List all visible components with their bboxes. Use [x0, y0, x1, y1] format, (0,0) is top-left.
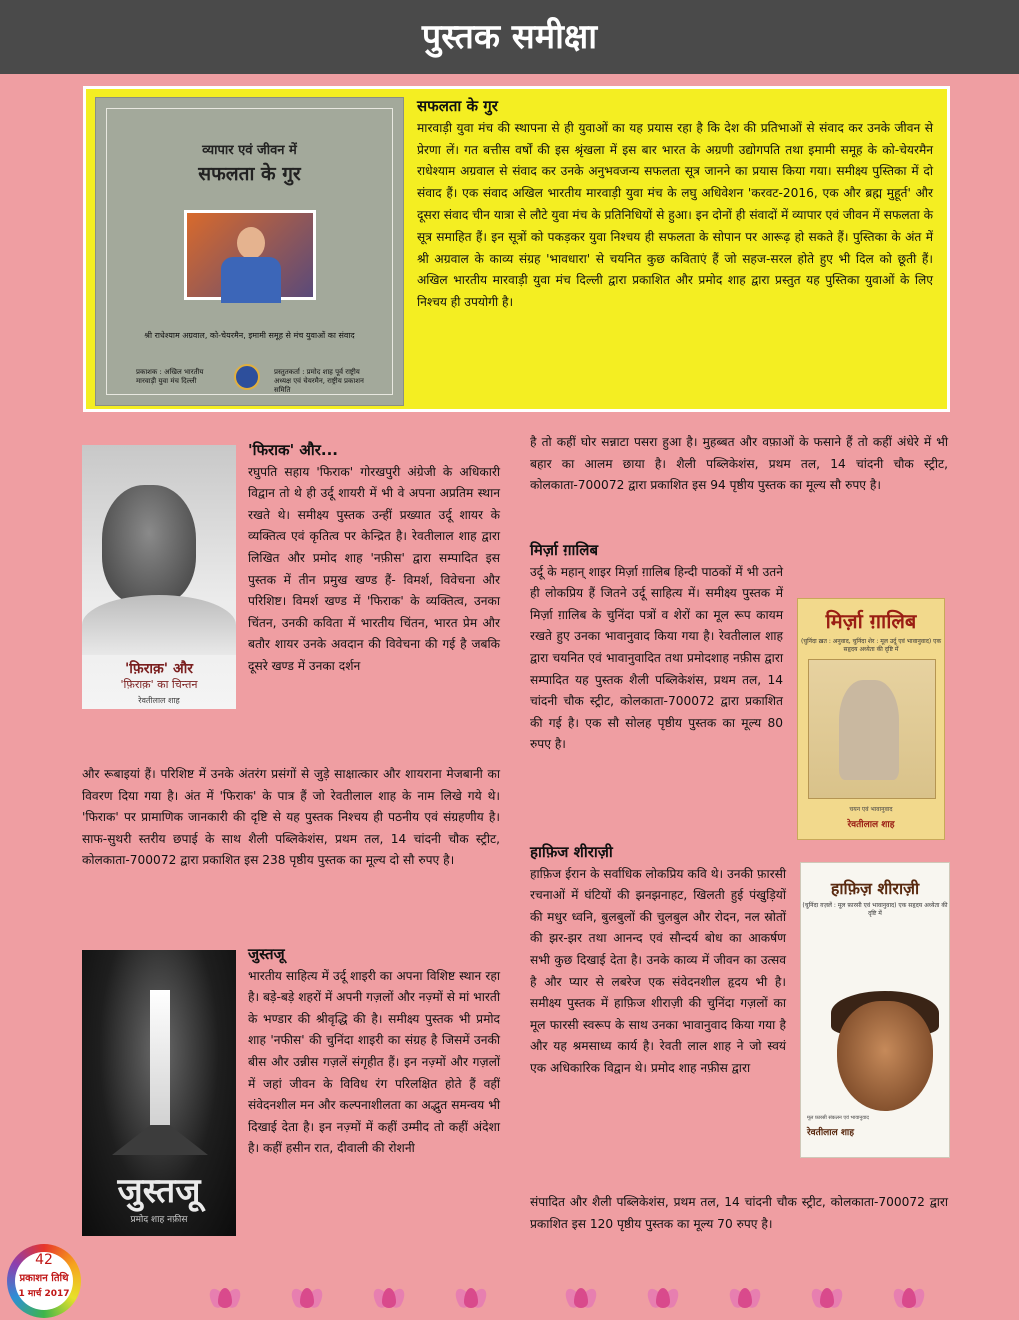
book-cover-safalta [95, 97, 404, 406]
justaju-heading: जुस्तजू [248, 945, 285, 963]
path-floor [112, 1125, 208, 1155]
justaju-cover-author: प्रमोद शाह नफ़ीस [130, 1215, 188, 1225]
safalta-heading: सफलता के गुर [417, 97, 498, 115]
publisher-logo-icon [234, 364, 260, 390]
page-header [0, 0, 1019, 74]
firaq-cover-subtitle: 'फ़िराक़' का चिन्तन [120, 678, 198, 691]
book-cover-hafiz [800, 862, 950, 1158]
mirza-body: उर्दू के महान् शाइर मिर्ज़ा ग़ालिब हिन्दी पाठकों में भी उतने ही लोकप्रिय हैं जितने उर्दू साहित्य में। समीक्ष्य पुस्तक में मिर्ज़ा ग़ालिब के चुनिंदा पत्रों व शेरों का मूल रूप कायम रखते हुए उनका भावानुवाद किया गया है। रेवतीलाल शाह द्वारा चयनित एवं भावानुवादित तथा प्रमोदशाह नफ़ीस द्वारा सम्पादित यह पुस्तक शैली पब्लिकेशंस, प्रथम तल, 14 चांदनी चौक स्ट्रीट, कोलकाता-700072 द्वारा प्रकाशित की गई है। एक सौ सोलह पृष्ठीय पुस्तक का मूल्य 80 रुपए है। [530, 564, 783, 752]
cover-title-line2: सफलता के गुर [198, 163, 301, 185]
lotus-icon [892, 1286, 926, 1308]
cover-subtitle: श्री राधेश्याम अग्रवाल, को-चेयरमैन, इमामी समूह से मंच युवाओं का संवाद [144, 331, 355, 340]
doorway-light [150, 990, 170, 1130]
lotus-icon [454, 1286, 488, 1308]
hafiz-cover-author: रेवतीलाल शाह [807, 1128, 855, 1138]
lotus-icon [564, 1286, 598, 1308]
lotus-icon [728, 1286, 762, 1308]
cover-publisher-left: प्रकाशक : अखिल भारतीय मारवाड़ी युवा मंच दिल्ली [136, 368, 204, 385]
book-cover-justaju [82, 950, 236, 1236]
hafiz-cover-subtitle: (चुनिंदा ग़ज़लें : मूल फ़ारसी एवं भावानुवाद) एक सहृदय अध्येता की दृष्टि में [802, 902, 948, 917]
seated-figure [839, 680, 899, 780]
hafiz-review [530, 842, 786, 1080]
lotus-icon [208, 1286, 242, 1308]
cover-title-line1: व्यापार एवं जीवन में [202, 143, 297, 158]
lotus-icon [290, 1286, 324, 1308]
hafiz-body: हाफ़िज ईरान के सर्वाधिक लोकप्रिय कवि थे। उनकी फ़ारसी रचनाओं में घंटियों की झनझनाहट, खिलती हुई पंखुड़ियों की मधुर ध्वनि, बुलबुलों की चुलबुल और रोदन, नल स्रोतों की झर-झर तथा आनन्द एवं सौन्दर्य बोध का आकर्षण सभी कुछ दिखाई देता है। उनके काव्य में जीवन का उत्सव है और प्यार से लबरेज एक संवेदनशील हृदय भी है। समीक्ष्य पुस्तक में हाफ़िज शीराज़ी की चुनिंदा गज़लों का मूल फारसी स्वरूप के साथ उनका भावानुवाद किया गया है और यह श्रमसाध्य कार्य है। रेवती लाल शाह ने जो स्वयं एक अधिकारिक विद्वान थे। प्रमोद शाह नफ़ीस द्वारा [530, 866, 786, 1075]
page-number: 42 [35, 1252, 53, 1268]
firaq-cover-author: रेवतीलाल शाह [138, 696, 180, 705]
firaq-cover-title: 'फ़िराक़' और [124, 661, 194, 677]
lotus-icon [810, 1286, 844, 1308]
mirza-cover-subtitle: (चुनिंदा ख़त : अनुवाद, चुनिंदा शेर : मूल उर्दू एवं भावानुवाद) एक सहृदय अध्येता की दृष्टि में [800, 638, 942, 653]
safalta-review [417, 96, 933, 314]
cover-publisher-right: प्रस्तुतकर्ता : प्रमोद शाह पूर्व राष्ट्रीय अध्यक्ष एवं चेयरमैन, राष्ट्रीय प्रकाशन समिति [274, 368, 364, 394]
publication-label: प्रकाशन तिथि [19, 1273, 69, 1284]
justaju-body: भारतीय साहित्य में उर्दू शाइरी का अपना विशिष्ट स्थान रहा है। बड़े-बड़े शहरों में अपनी गज़लों और नज़्मों से मां भारती के भण्डार की श्रीवृद्धि की है। समीक्ष्य पुस्तक भी प्रमोद शाह 'नफीस' की चुनिंदा शाइरी का संग्रह है जिसमें उनकी बीस और उन्नीस गज़लें संगृहीत हैं। इन नज़्मों और गज़लों में जहां जीवन के विविध रंग परिलक्षित होते हैं वहीं संवेदनशील मन और कल्पनाशीलता का अद्भुत समन्वय भी दिखाई देता है। इन नज़्मों में कहीं उम्मीद तो कहीं अंदेशा है। कहीं हसीन रात, दीवाली की रोशनी [248, 968, 500, 1156]
hafiz-cover-title: हाफ़िज़ शीराज़ी [830, 879, 920, 898]
portrait-shoulder [82, 595, 236, 655]
hafiz-body-full: संपादित और शैली पब्लिकेशंस, प्रथम तल, 14 चांदनी चौक स्ट्रीट, कोलकाता-700072 द्वारा प्रकाशित इस 120 पृष्ठीय पुस्तक का मूल्य 70 रुपए है। [530, 1195, 948, 1231]
portrait-face [837, 1001, 933, 1111]
safalta-body: मारवाड़ी युवा मंच की स्थापना से ही युवाओं का यह प्रयास रहा है कि देश की प्रतिभाओं से संवाद कर उनके जीवन से प्रेरणा लें। गत बत्तीस वर्षों की इस श्रृंखला में इस बार भारत के अग्रणी उद्योगपति तथा इमामी समूह के को-चेयरमैन राधेश्याम अग्रवाल से संवाद कर उनके अनुभवजन्य सफलता सूत्र जानने का प्रयास किया गया। समीक्ष्य पुस्तिका में दो संवाद हैं। एक संवाद अखिल भारतीय मारवाड़ी युवा मंच के लघु अधिवेशन 'करवट-2016, एक और ब्रह्म मुहूर्त' और दूसरा संवाद चीन यात्रा से लौटे युवा मंच के प्रतिनिधियों से हुआ। इन दोनों ही संवादों में व्यापार एवं जीवन में सफलता के सूत्र समाहित हैं। इन सूत्रों को पकड़कर युवा निश्चय ही सफलता के सोपान पर आरूढ़ हो सकते हैं। पुस्तिका के अंत में श्री अग्रवाल के काव्य संग्रह 'भावधारा' से चयनित कुछ कविताएं हैं जो सहज-सरल होते हुए भी दिल को छूती हैं। अखिल भारतीय मारवाड़ी युवा मंच दिल्ली द्वारा प्रकाशित और प्रमोद शाह द्वारा प्रस्तुत यह पुस्तिका युवाओं के लिए निश्चय ही उपयोगी है। [417, 120, 933, 310]
book-cover-firaq [82, 445, 236, 709]
lotus-icon [646, 1286, 680, 1308]
photo-shirt [221, 257, 281, 303]
publication-date-badge [3, 1244, 89, 1320]
cover-photo [184, 210, 316, 300]
mirza-cover-footer: चयन एवं भावानुवाद [849, 806, 893, 813]
firaq-heading: 'फिराक' और... [248, 441, 338, 459]
publication-date: 1 मार्च 2017 [18, 1289, 70, 1299]
firaq-review-side [248, 440, 500, 678]
book-cover-mirza [797, 598, 945, 840]
hafiz-heading: हाफ़िज शीराज़ी [530, 843, 613, 861]
mirza-cover-illustration [808, 659, 936, 799]
firaq-body-side: रघुपति सहाय 'फिराक' गोरखपुरी अंग्रेजी के अधिकारी विद्वान तो थे ही उर्दू शायरी में भी वे अपना अप्रतिम स्थान रखते थे। समीक्ष्य पुस्तक उन्हीं प्रख्यात उर्दू शायर के व्यक्तित्व एवं कृतित्व पर केन्द्रित है। रेवतीलाल शाह द्वारा लिखित और प्रमोद शाह 'नफ़ीस' द्वारा सम्पादित इस पुस्तक में तीन प्रमुख खण्ड हैं- विमर्श, विवेचना और परिशिष्ट। विमर्श खण्ड में 'फिराक' के व्यक्तित्व, उनका चिंतन, उनकी कविता में भारतीय चिंतन, भारत प्रेम और बतौर शायर उनके अवदान की विवेचना की गई है जबकि दूसरे खण्ड में उनका दर्शन [248, 464, 500, 673]
justaju-cover-title: जुस्तजू [117, 1171, 201, 1211]
portrait-head [102, 485, 196, 605]
lotus-icon [372, 1286, 406, 1308]
justaju-continuation: है तो कहीं घोर सन्नाटा पसरा हुआ है। मुहब्बत और वफ़ाओं के फसाने हैं तो कहीं अंधेरे में भी बहार का आलम छाया है। शैली पब्लिकेशंस, प्रथम तल, 14 चांदनी चौक स्ट्रीट, कोलकाता-700072 द्वारा प्रकाशित इस 94 पृष्ठीय पुस्तक का मूल्य सौ रुपए है। [530, 435, 948, 493]
photo-face [237, 227, 265, 259]
mirza-cover-title: मिर्ज़ा ग़ालिब [825, 609, 917, 633]
mirza-review [530, 540, 783, 756]
page-title: पुस्तक समीक्षा [421, 17, 598, 57]
mirza-cover-author: रेवतीलाल शाह [847, 820, 895, 830]
hafiz-cover-footer: मूल फ़ारसी संकलन एवं भावानुवाद [807, 1115, 869, 1121]
justaju-review [248, 944, 500, 1160]
firaq-body-full: और रूबाइयां हैं। परिशिष्ट में उनके अंतरंग प्रसंगों से जुड़े साक्षात्कार और शायराना मेजबानी का विवरण दिया गया है। अंत में 'फिराक' के पात्र हैं जो रेवतीलाल शाह के नाम लिखे गये थे। 'फिराक' पर प्रामाणिक जानकारी की दृष्टि से यह पुस्तक निश्चय ही पठनीय एवं संग्रहणीय है। साफ-सुथरी स्तरीय छपाई के साथ शैली पब्लिकेशंस, प्रथम तल, 14 चांदनी चौक स्ट्रीट, कोलकाता-700072 द्वारा प्रकाशित इस 238 पृष्ठीय पुस्तक का मूल्य दो सौ रुपए है। [82, 767, 500, 868]
mirza-heading: मिर्ज़ा ग़ालिब [530, 541, 599, 559]
